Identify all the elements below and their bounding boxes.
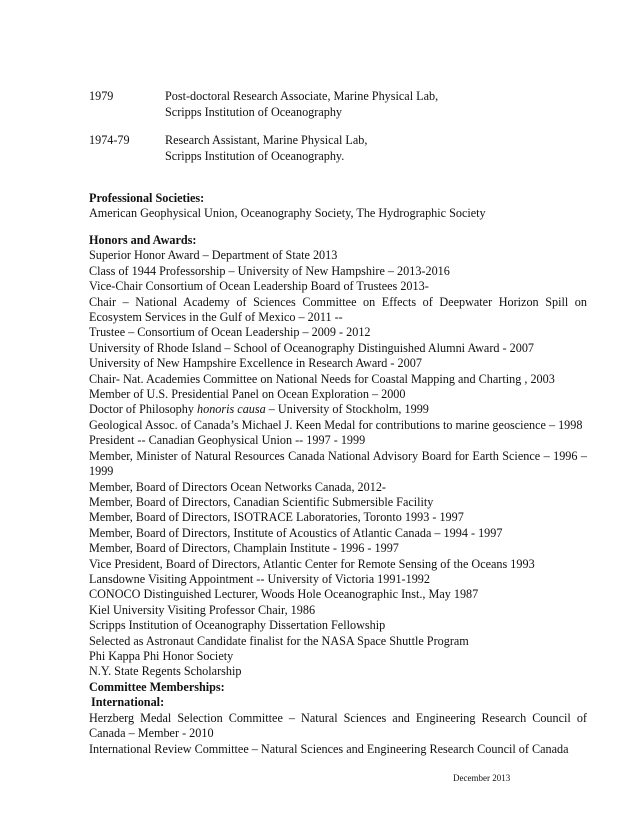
employment-description (165, 88, 585, 120)
honor-item: Class of 1944 Professorship – University of New Hampshire – 2013-2016 (89, 263, 450, 278)
honor-item: Phi Kappa Phi Honor Society (89, 648, 234, 663)
section-heading: Committee Memberships: (89, 680, 225, 694)
honor-item: Member, Board of Directors, Champlain Institute - 1996 - 1997 (89, 541, 399, 556)
employment-year: 1974-79 (89, 133, 130, 147)
doctorate-prefix: Doctor of Philosophy (89, 402, 197, 417)
committee-item: International Review Committee – Natural Sciences and Engineering Research Council of Canada (89, 741, 569, 756)
honor-item: Vice President, Board of Directors, Atlantic Center for Remote Sensing of the Oceans 1993 (89, 556, 535, 571)
employment-line: Post-doctoral Research Associate, Marine Physical Lab, (165, 89, 439, 103)
committee-section (89, 680, 587, 757)
committee-item: Herzberg Medal Selection Committee – Natural Sciences and Engineering Research Council of Canada – Member - 2010 (89, 710, 587, 741)
subsection-heading: International: (91, 695, 165, 710)
honor-item: Member, Minister of Natural Resources Canada National Advisory Board for Earth Science – 1996 – 1999 (89, 448, 587, 479)
section-heading: Professional Societies: (89, 191, 205, 205)
honor-item: President -- Canadian Geophysical Union -- 1997 - 1999 (89, 433, 366, 448)
honor-item: Kiel University Visiting Professor Chair, 1986 (89, 602, 316, 617)
honor-item: Lansdowne Visiting Appointment -- University of Victoria 1991-1992 (89, 571, 430, 586)
honor-item: University of New Hampshire Excellence in Research Award - 2007 (89, 356, 422, 371)
honor-item: Member, Board of Directors Ocean Networks Canada, 2012- (89, 479, 386, 494)
employment-line: Research Assistant, Marine Physical Lab, (165, 133, 368, 147)
employment-description (165, 132, 585, 164)
professional-societies-section (89, 191, 587, 222)
honor-item: Scripps Institution of Oceanography Dissertation Fellowship (89, 618, 386, 633)
honor-item: Vice-Chair Consortium of Ocean Leadership Board of Trustees 2013- (89, 279, 429, 294)
honor-item: N.Y. State Regents Scholarship (89, 664, 242, 679)
honor-item: Trustee – Consortium of Ocean Leadership – 2009 - 2012 (89, 325, 371, 340)
honor-item: Geological Assoc. of Canada’s Michael J. Keen Medal for contributions to marine geoscience – 1998 (89, 417, 583, 432)
honor-item: Selected as Astronaut Candidate finalist for the NASA Space Shuttle Program (89, 633, 469, 648)
honors-section (89, 233, 587, 680)
doctorate-suffix: – University of Stockholm, 1999 (265, 402, 429, 417)
honor-item: University of Rhode Island – School of Oceanography Distinguished Alumni Award - 2007 (89, 340, 535, 355)
footer-date: December 2013 (453, 773, 511, 783)
honor-item: Superior Honor Award – Department of State 2013 (89, 248, 338, 263)
honor-item: Member, Board of Directors, Canadian Scientific Submersible Facility (89, 494, 434, 509)
employment-line: Scripps Institution of Oceanography (165, 105, 343, 120)
societies-text: American Geophysical Union, Oceanography Society, The Hydrographic Society (89, 206, 486, 221)
honor-item: Member, Board of Directors, ISOTRACE Laboratories, Toronto 1993 - 1997 (89, 510, 464, 525)
honor-item: Chair – National Academy of Sciences Committee on Effects of Deepwater Horizon Spill on Ecosystem Services in the Gulf of Mexico – 2011 -- (89, 294, 587, 325)
doctorate-latin-phrase: honoris causa (197, 402, 266, 417)
employment-line: Scripps Institution of Oceanography. (165, 149, 345, 164)
honor-item: Member, Board of Directors, Institute of Acoustics of Atlantic Canada – 1994 - 1997 (89, 525, 503, 540)
honor-item: Member of U.S. Presidential Panel on Ocean Exploration – 2000 (89, 387, 406, 402)
honor-item-doctorate (89, 402, 587, 417)
section-heading: Honors and Awards: (89, 233, 197, 247)
employment-year: 1979 (89, 89, 114, 103)
honor-item: Chair- Nat. Academies Committee on National Needs for Coastal Mapping and Charting , 2003 (89, 371, 555, 386)
honor-item: CONOCO Distinguished Lecturer, Woods Hole Oceanographic Inst., May 1987 (89, 587, 479, 602)
